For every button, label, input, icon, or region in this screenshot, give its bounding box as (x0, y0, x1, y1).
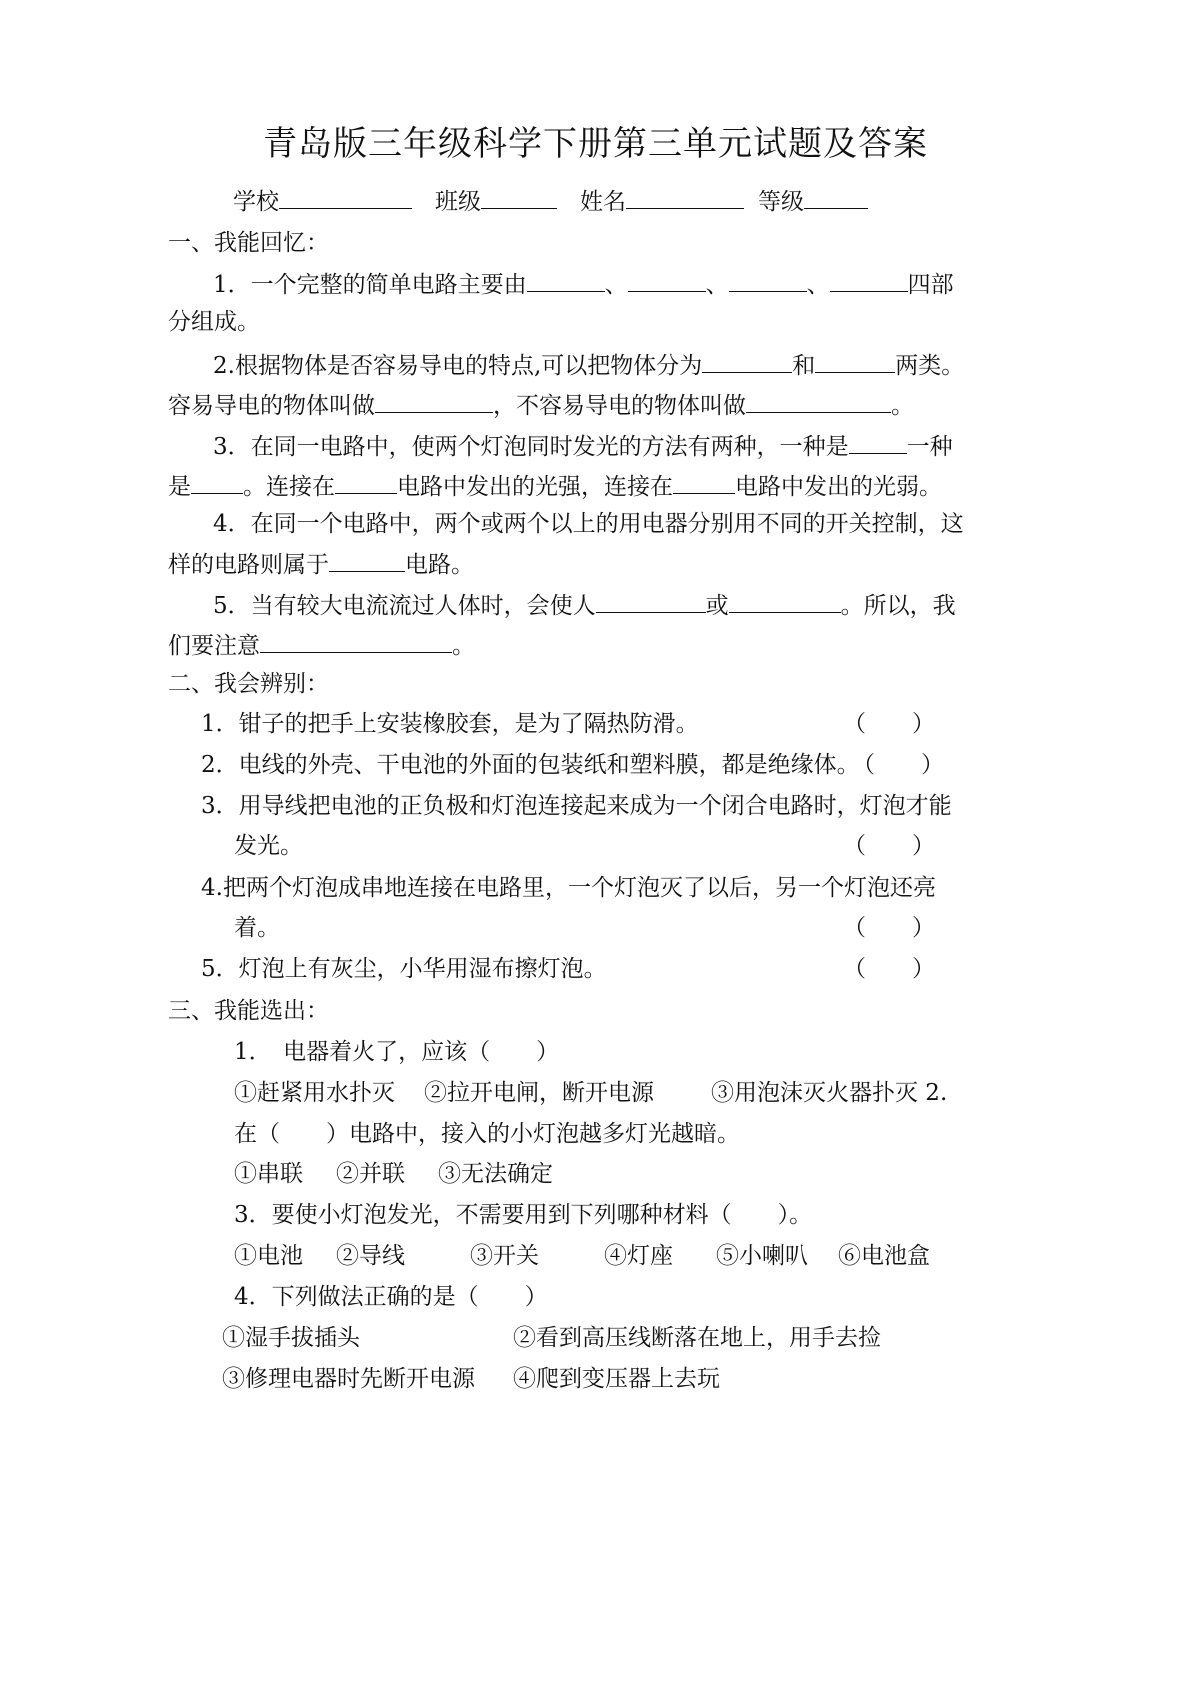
answer-paren[interactable]: （ ） (852, 752, 944, 778)
page-title: 青岛版三年级科学下册第三单元试题及答案 (263, 124, 928, 164)
answer-blank[interactable] (329, 547, 405, 572)
answer-blank[interactable] (702, 348, 792, 373)
section-heading: 三、我能选出： (168, 998, 329, 1024)
choice-option[interactable]: ③无法确定 (438, 1161, 553, 1187)
choice-option[interactable]: ③修理电器时先断开电源 (222, 1366, 475, 1392)
section-heading: 一、我能回忆： (168, 230, 329, 256)
question-line: 5．当有较大电流流过人体时，会使人 或 。所以，我 (213, 588, 956, 621)
grade-blank[interactable] (804, 184, 868, 209)
answer-blank[interactable] (628, 267, 706, 292)
question-line: 样的电路则属于 电路。 (168, 547, 474, 580)
answer-paren[interactable]: （ ） (843, 956, 935, 982)
choice-question: 1． 电器着火了，应该（ ） (234, 1039, 560, 1065)
choice-option[interactable]: ①串联 (234, 1161, 303, 1187)
answer-blank[interactable] (673, 469, 735, 494)
answer-blank[interactable] (260, 628, 452, 653)
choice-question: 4．下列做法正确的是（ ） (234, 1284, 548, 1310)
judge-item: 4.把两个灯泡成串地连接在电路里，一个灯泡灭了以后，另一个灯泡还亮 (201, 875, 936, 901)
choice-option[interactable]: ③用泡沫灭火器扑灭 2. (711, 1080, 948, 1106)
choice-option[interactable]: ②并联 (336, 1161, 405, 1187)
question-line: 们要注意 。 (168, 628, 475, 661)
choice-option[interactable]: ②看到高压线断落在地上，用手去捡 (513, 1325, 881, 1351)
class-blank[interactable] (481, 184, 557, 209)
answer-blank[interactable] (729, 588, 841, 613)
answer-blank[interactable] (191, 469, 243, 494)
answer-paren[interactable]: （ ） (843, 711, 935, 737)
judge-item: 3．用导线把电池的正负极和灯泡连接起来成为一个闭合电路时，灯泡才能 (201, 793, 952, 819)
choice-option[interactable]: ⑥电池盒 (838, 1243, 930, 1269)
section-heading: 二、我会辨别： (168, 671, 329, 697)
answer-blank[interactable] (849, 429, 907, 454)
question-line: 是 。连接在 电路中发出的光强，连接在 电路中发出的光弱。 (168, 469, 942, 502)
name-field (580, 184, 744, 217)
answer-blank[interactable] (335, 469, 397, 494)
judge-item-cont: 着。 (234, 915, 280, 941)
answer-blank[interactable] (830, 267, 908, 292)
class-field (435, 184, 557, 217)
judge-item: 2．电线的外壳、干电池的外面的包装纸和塑料膜，都是绝缘体。 (201, 752, 860, 778)
judge-item: 1．钳子的把手上安装橡胶套，是为了隔热防滑。 (201, 711, 699, 737)
answer-blank[interactable] (596, 588, 706, 613)
question-line: 1．一个完整的简单电路主要由 、 、 、 四部 (213, 267, 954, 300)
question-line: 分组成。 (168, 309, 260, 335)
answer-blank[interactable] (527, 267, 605, 292)
answer-blank[interactable] (375, 388, 493, 413)
question-line: 3．在同一电路中，使两个灯泡同时发光的方法有两种，一种是 一种 (213, 429, 953, 462)
question-line: 容易导电的物体叫做 ，不容易导电的物体叫做 。 (168, 388, 914, 421)
name-blank[interactable] (626, 184, 744, 209)
grade-field (758, 184, 868, 217)
choice-option[interactable]: ②导线 (336, 1243, 405, 1269)
answer-paren[interactable]: （ ） (843, 833, 935, 859)
choice-option[interactable]: ①湿手拔插头 (222, 1325, 360, 1351)
answer-blank[interactable] (746, 388, 891, 413)
judge-item: 5．灯泡上有灰尘，小华用湿布擦灯泡。 (201, 956, 607, 982)
choice-option[interactable]: ②拉开电闸，断开电源 (424, 1080, 654, 1106)
answer-blank[interactable] (729, 267, 807, 292)
choice-option[interactable]: ①电池 (234, 1243, 303, 1269)
choice-option[interactable]: ④灯座 (604, 1243, 673, 1269)
choice-option[interactable]: ①赶紧用水扑灭 (234, 1080, 395, 1106)
school-field (233, 184, 412, 217)
choice-option[interactable]: ③开关 (470, 1243, 539, 1269)
grade-label: 等级 (758, 189, 804, 215)
choice-option[interactable]: ⑤小喇叭 (716, 1243, 808, 1269)
class-label: 班级 (435, 189, 481, 215)
name-label: 姓名 (580, 189, 626, 215)
school-blank[interactable] (279, 184, 412, 209)
question-line: 2.根据物体是否容易导电的特点,可以把物体分为 和 两类。 (213, 348, 964, 381)
school-label: 学校 (233, 189, 279, 215)
judge-item-cont: 发光。 (234, 833, 303, 859)
choice-question: 3．要使小灯泡发光，不需要用到下列哪种材料（ ）。 (234, 1202, 813, 1228)
question-line: 4．在同一个电路中，两个或两个以上的用电器分别用不同的开关控制，这 (213, 511, 964, 537)
answer-paren[interactable]: （ ） (843, 915, 935, 941)
choice-question: 在（ ）电路中，接入的小灯泡越多灯光越暗。 (234, 1121, 740, 1147)
choice-option[interactable]: ④爬到变压器上去玩 (513, 1366, 720, 1392)
answer-blank[interactable] (815, 348, 895, 373)
